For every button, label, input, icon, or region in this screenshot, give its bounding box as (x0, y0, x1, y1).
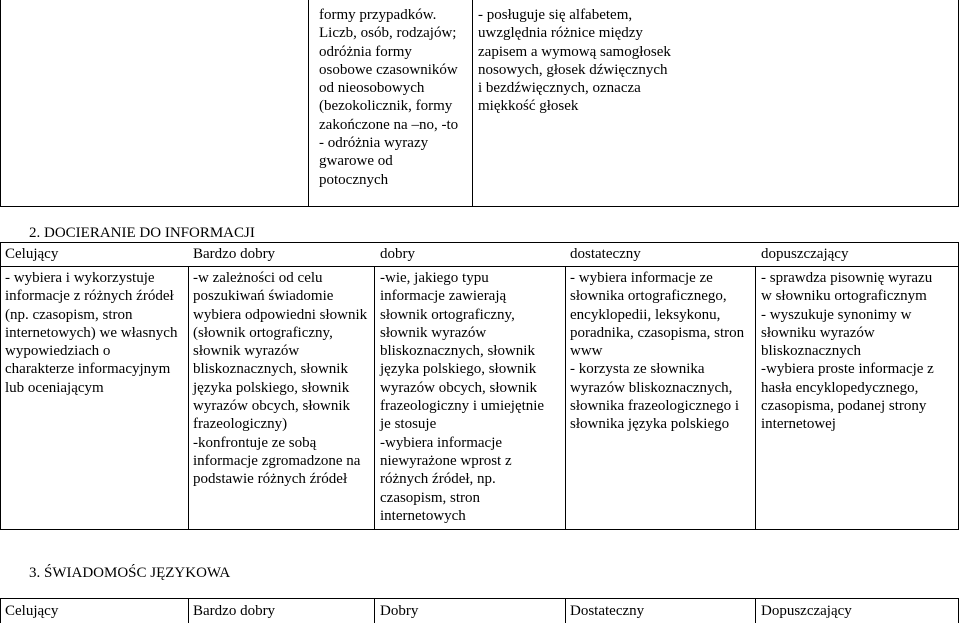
cell-line: (np. czasopism, stron (5, 306, 133, 323)
cell-line: gwarowe od (319, 153, 393, 170)
cell-line: słownika języka polskiego (570, 416, 730, 433)
table-border (755, 598, 756, 623)
cell-line: lub oceniającym (5, 379, 104, 396)
cell-line: (słownik ortograficzny, (193, 324, 333, 341)
table-border (0, 242, 959, 243)
cell-line: miękkość głosek (478, 98, 579, 115)
table-border (0, 0, 1, 207)
cell-line: -wie, jakiego typu (380, 270, 489, 286)
table-border (565, 266, 566, 530)
header-bardzo-dobry: Bardzo dobry (193, 603, 276, 619)
cell-line: internetowych (380, 507, 466, 524)
cell-line: internetowej (761, 416, 836, 433)
top-right-cell (478, 6, 708, 116)
cell-line: - wybiera informacje ze (570, 270, 713, 286)
table-border (188, 598, 189, 623)
cell-line: języka polskiego, słownik (193, 379, 350, 396)
header-dopuszczajacy: dopuszczający (761, 246, 849, 262)
cell-line: potocznych (319, 171, 389, 188)
header-dobry: Dobry (380, 603, 419, 619)
cell-line: wypowiedziach o (5, 343, 111, 360)
cell-line: www (570, 343, 603, 360)
cell-line: podstawie różnych źródeł (193, 471, 348, 488)
header-dostateczny: Dostateczny (570, 603, 645, 619)
cell-line: - posługuje się alfabetem, (478, 7, 633, 23)
cell-line: bliskoznacznych, słownik (380, 343, 535, 360)
cell-line: frazeologiczny) (193, 416, 288, 433)
header-celujacy: Celujący (5, 246, 59, 262)
cell-line: - wyszukuje synonimy w (761, 306, 912, 323)
cell-line: bliskoznacznych, słownik (193, 361, 348, 378)
cell-line: (bezokolicznik, formy (319, 98, 453, 115)
cell-line: słowniku wyrazów (761, 324, 875, 341)
cell-line: czasopism, stron (380, 489, 480, 506)
cell-line: wybiera odpowiedni słownik (193, 306, 368, 323)
cell-line: słownika ortograficznego, (570, 288, 727, 305)
cell-line: formy przypadków. (319, 7, 437, 23)
cell-bardzo-dobry (193, 269, 373, 489)
cell-line: wyrazów obcych, słownik (380, 379, 538, 396)
header-dopuszczajacy: Dopuszczający (761, 603, 852, 619)
table-border (565, 598, 566, 623)
cell-line: wyrazów bliskoznacznych, (570, 379, 733, 396)
table-border (0, 242, 1, 530)
cell-line: bliskoznacznych (761, 343, 861, 360)
cell-line: i bezdźwięcznych, oznacza (478, 80, 641, 97)
cell-line: osobowe czasowników (319, 61, 458, 78)
cell-line: różnych źródeł, np. (380, 471, 496, 488)
cell-line: encyklopedii, leksykonu, (570, 306, 721, 323)
cell-line: je stosuje (380, 416, 437, 433)
table-border (0, 206, 959, 207)
cell-dobry (380, 269, 564, 525)
table-border (755, 266, 756, 530)
header-dostateczny: dostateczny (570, 246, 641, 262)
header-celujacy: Celujący (5, 603, 59, 619)
cell-line: - sprawdza pisownię wyrazu (761, 270, 933, 286)
table-border (374, 598, 375, 623)
cell-line: wyrazów obcych, słownik (193, 398, 351, 415)
cell-dopuszczajacy (761, 269, 957, 434)
header-dobry: dobry (380, 246, 415, 262)
table-border (0, 266, 959, 267)
section-2-title: 2. DOCIERANIE DO INFORMACJI (29, 225, 255, 241)
cell-celujacy (5, 269, 187, 397)
header-bardzo-dobry: Bardzo dobry (193, 246, 276, 262)
cell-line: informacje zawierają (380, 288, 507, 305)
cell-dostateczny (570, 269, 754, 434)
cell-line: słownika frazeologicznego i (570, 398, 740, 415)
table-border (188, 266, 189, 530)
cell-line: od nieosobowych (319, 80, 425, 97)
cell-line: słownik ortograficzny, (380, 306, 515, 323)
cell-line: słownik wyrazów (193, 343, 300, 360)
top-left-cell (319, 6, 469, 189)
cell-line: informacje zgromadzone na (193, 452, 361, 469)
table-border (308, 0, 309, 207)
table-border (0, 529, 959, 530)
cell-line: poradnika, czasopisma, stron (570, 324, 745, 341)
cell-line: niewyrażone wprost z (380, 452, 512, 469)
table-border (374, 266, 375, 530)
cell-line: zakończone na –no, -to (319, 116, 459, 133)
cell-line: języka polskiego, słownik (380, 361, 537, 378)
cell-line: poszukiwań świadomie (193, 288, 334, 305)
cell-line: nosowych, głosek dźwięcznych (478, 61, 668, 78)
cell-line: charakterze informacyjnym (5, 361, 171, 378)
cell-line: - odróżnia wyrazy (319, 135, 429, 152)
cell-line: -w zależności od celu (193, 270, 323, 286)
table-border (0, 598, 1, 623)
cell-line: -konfrontuje ze sobą (193, 434, 317, 451)
cell-line: uwzględnia różnice między (478, 25, 643, 42)
cell-line: Liczb, osób, rodzajów; (319, 25, 457, 42)
cell-line: -wybiera informacje (380, 434, 503, 451)
table-border (0, 598, 959, 599)
cell-line: internetowych) we własnych (5, 324, 178, 341)
cell-line: - wybiera i wykorzystuje (5, 270, 155, 286)
cell-line: zapisem a wymową samogłosek (478, 43, 671, 60)
cell-line: informacje z różnych źródeł (5, 288, 174, 305)
cell-line: hasła encyklopedycznego, (761, 379, 919, 396)
cell-line: w słowniku ortograficznym (761, 288, 927, 305)
table-border (472, 0, 473, 207)
section-3-title: 3. ŚWIADOMOŚC JĘZYKOWA (29, 565, 231, 581)
cell-line: frazeologiczny i umiejętnie (380, 398, 545, 415)
cell-line: czasopisma, podanej strony (761, 398, 927, 415)
cell-line: - korzysta ze słownika (570, 361, 705, 378)
cell-line: -wybiera proste informacje z (761, 361, 934, 378)
cell-line: słownik wyrazów (380, 324, 487, 341)
cell-line: odróżnia formy (319, 43, 412, 60)
